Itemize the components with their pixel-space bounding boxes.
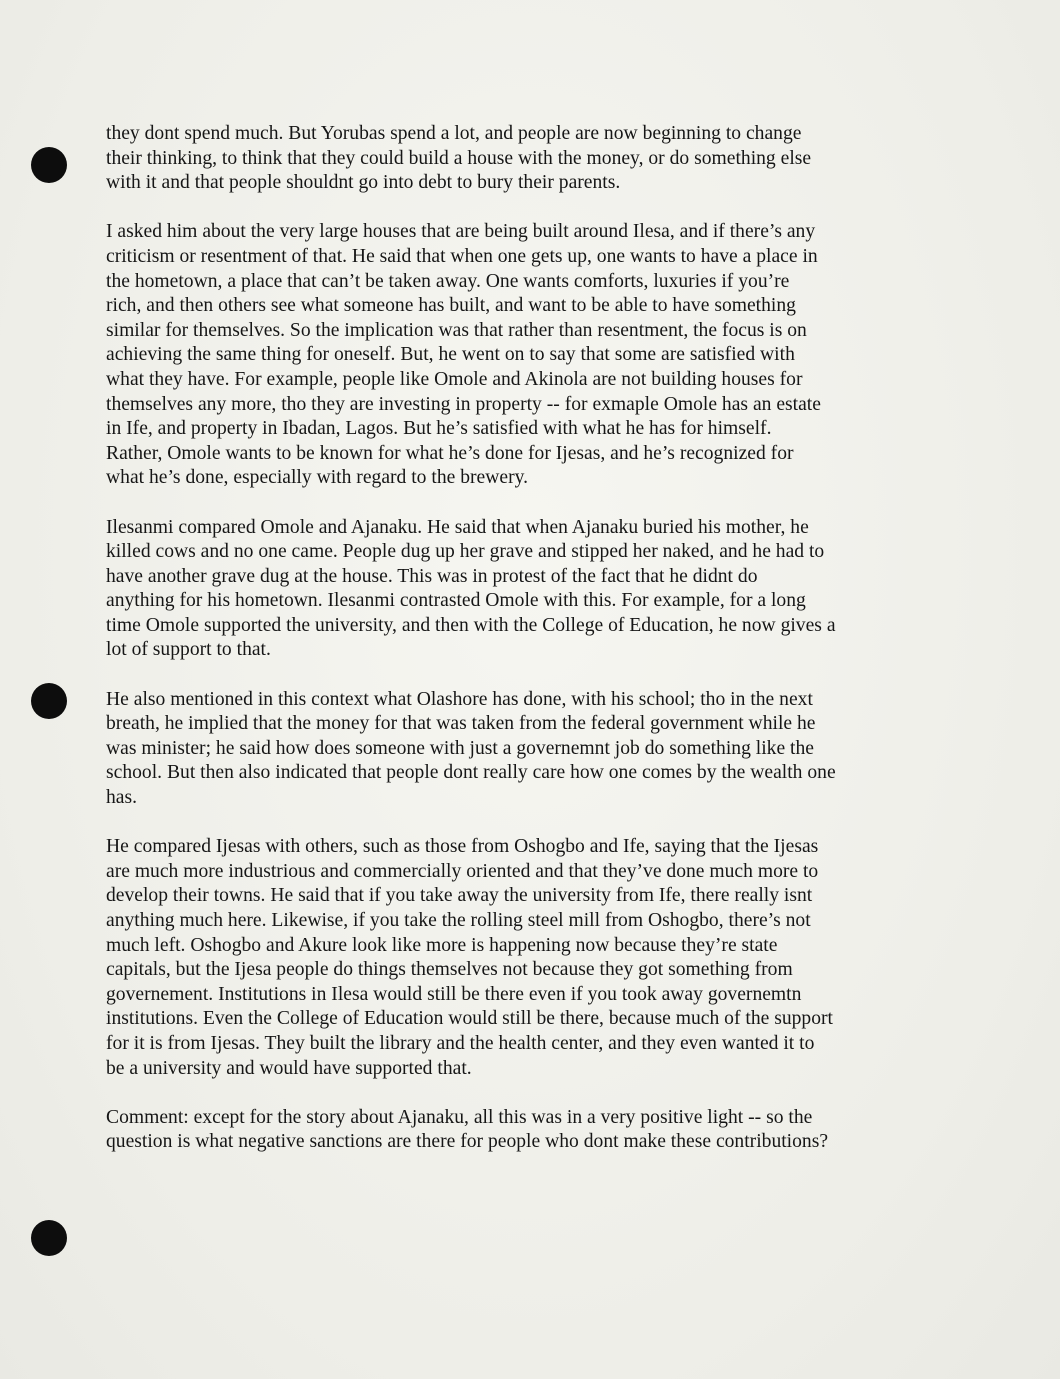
text-line: what he’s done, especially with regard to the brewery. (106, 467, 529, 489)
paragraph-1 (106, 122, 936, 196)
text-line: are much more industrious and commercially oriented and that they’ve done much more to (106, 860, 819, 882)
text-line: for it is from Ijesas. They built the library and the health center, and they even wanted it to (106, 1032, 815, 1054)
text-line: was minister; he said how does someone with just a governemnt job do something like the (106, 737, 814, 759)
text-line: institutions. Even the College of Education would still be there, because much of the support (106, 1008, 833, 1030)
text-line: has. (106, 787, 138, 809)
text-line: I asked him about the very large houses that are being built around Ilesa, and if there’s any (106, 221, 816, 243)
text-line: in Ife, and property in Ibadan, Lagos. But he’s satisfied with what he has for himself. (106, 418, 772, 440)
text-line: Comment: except for the story about Ajanaku, all this was in a very positive light -- so the (106, 1106, 813, 1128)
paragraph-6 (106, 1106, 936, 1155)
paragraph-3 (106, 516, 936, 664)
text-line: have another grave dug at the house. This was in protest of the fact that he didnt do (106, 565, 758, 587)
text-line: capitals, but the Ijesa people do things themselves not because they got something from (106, 959, 793, 981)
text-line: killed cows and no one came. People dug up her grave and stipped her naked, and he had to (106, 541, 825, 563)
text-line: anything much here. Likewise, if you take the rolling steel mill from Oshogbo, there’s not (106, 910, 811, 931)
text-line: be a university and would have supported that. (106, 1057, 472, 1079)
text-line: He compared Ijesas with others, such as those from Oshogbo and Ife, saying that the Ijesas (106, 836, 819, 858)
text-line: Ilesanmi compared Omole and Ajanaku. He said that when Ajanaku buried his mother, he (106, 516, 809, 538)
text-line: much left. Oshogbo and Akure look like more is happening now because they’re state (106, 934, 778, 956)
text-line: school. But then also indicated that people dont really care how one comes by the wealth one (106, 762, 836, 784)
text-line: the hometown, a place that can’t be taken away. One wants comforts, luxuries if you’re (106, 270, 790, 292)
text-line: achieving the same thing for oneself. But, he went on to say that some are satisfied with (106, 344, 795, 366)
text-line: breath, he implied that the money for that was taken from the federal government while he (106, 713, 816, 735)
text-line: lot of support to that. (106, 639, 271, 661)
paragraph-4 (106, 688, 936, 811)
paragraph-2 (106, 220, 936, 491)
text-line: Rather, Omole wants to be known for what he’s done for Ijesas, and he’s recognized for (106, 442, 794, 464)
binder-hole-top (31, 147, 67, 183)
text-line: rich, and then others see what someone has built, and want to be able to have something (106, 295, 796, 317)
text-line: with it and that people shouldnt go into debt to bury their parents. (106, 172, 621, 194)
text-line: anything for his hometown. Ilesanmi contrasted Omole with this. For example, for a long (106, 590, 806, 612)
binder-hole-bottom (31, 1220, 67, 1256)
binder-hole-middle (31, 683, 67, 719)
text-line: criticism or resentment of that. He said that when one gets up, one wants to have a place in (106, 245, 818, 267)
text-line: their thinking, to think that they could build a house with the money, or do something else (106, 147, 812, 169)
text-line: similar for themselves. So the implication was that rather than resentment, the focus is on (106, 319, 807, 341)
document-body (106, 122, 936, 1180)
text-line: question is what negative sanctions are there for people who dont make these contributions? (106, 1131, 829, 1153)
text-line: He also mentioned in this context what Olashore has done, with his school; tho in the next (106, 688, 813, 710)
text-line: develop their towns. He said that if you take away the university from Ife, there really isnt (106, 885, 813, 907)
paragraph-5 (106, 835, 936, 1081)
text-line: themselves any more, tho they are investing in property -- for exmaple Omole has an estate (106, 393, 821, 415)
text-line: they dont spend much. But Yorubas spend a lot, and people are now beginning to change (106, 123, 802, 144)
text-line: time Omole supported the university, and then with the College of Education, he now gives a (106, 614, 836, 636)
text-line: what they have. For example, people like Omole and Akinola are not building houses for (106, 368, 803, 390)
text-line: governement. Institutions in Ilesa would still be there even if you took away governemtn (106, 983, 802, 1005)
